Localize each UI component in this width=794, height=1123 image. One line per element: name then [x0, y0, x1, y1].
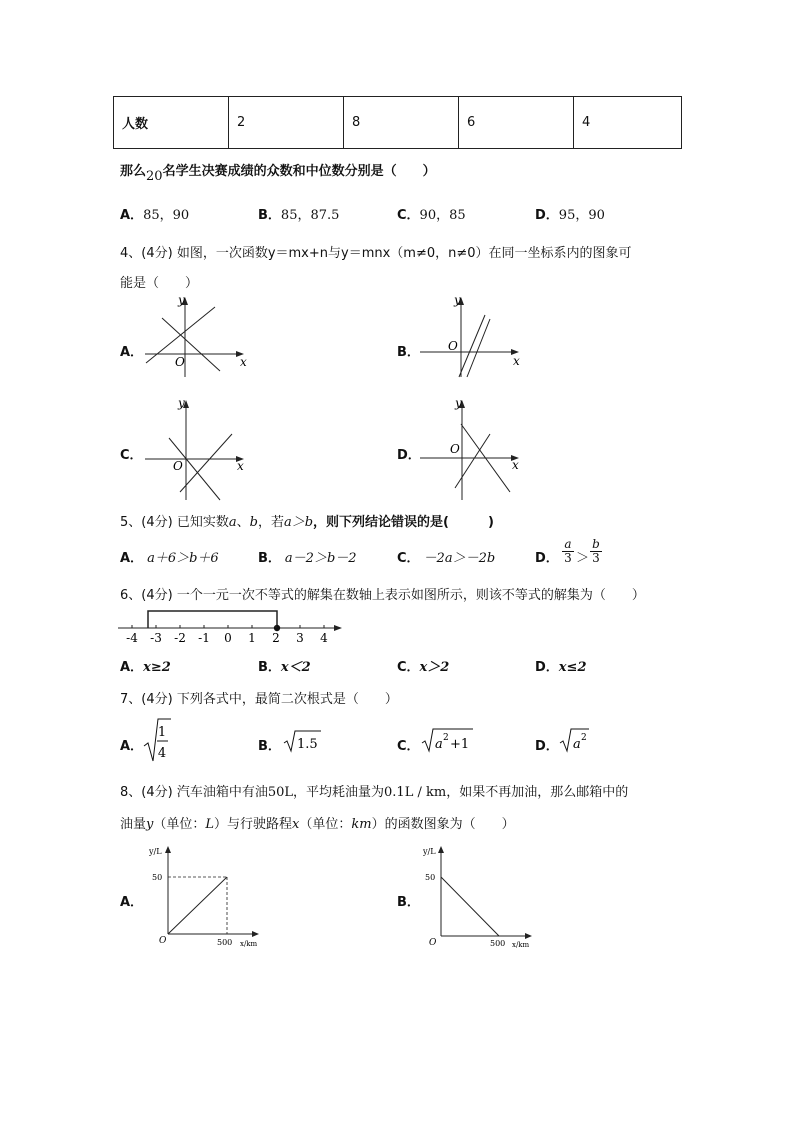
x-label: x — [240, 355, 247, 369]
q5-option-d[interactable] — [535, 547, 559, 566]
solution-bracket — [148, 611, 277, 628]
x-label: x — [512, 458, 519, 472]
q8-option-b[interactable]: B． — [397, 895, 420, 910]
q5-var-b: b — [249, 515, 258, 530]
table-header-cell: 人数 — [114, 97, 229, 149]
x-axis-label: x/km — [240, 940, 258, 948]
y-axis-label: y/L — [423, 847, 436, 856]
line-2 — [467, 319, 490, 377]
q5-stem2: ，若 — [257, 515, 284, 530]
q5-var-a: a — [228, 515, 237, 530]
option-letter: A． — [120, 551, 144, 566]
q5-sep: 、 — [236, 515, 250, 530]
q8-stem-line1 — [120, 781, 628, 800]
number-line-label: 4 — [320, 631, 328, 645]
option-letter: B． — [258, 551, 281, 566]
q6-stem: 6、(4分) 一个一元一次不等式的解集在数轴上表示如图所示，则该不等式的解集为（ ） — [120, 588, 645, 603]
option-text: 85，87.5 — [280, 208, 340, 223]
score-table — [113, 96, 682, 149]
origin-label: O — [450, 442, 460, 456]
radicand-base: a — [435, 737, 443, 752]
q5-option-b[interactable] — [258, 547, 357, 566]
q8-var: L — [205, 817, 215, 832]
radicand-exponent: 2 — [581, 733, 587, 743]
y-label: y — [178, 396, 185, 410]
q4-graph-c — [140, 396, 250, 501]
q8-text: ）的函数图象为（ ） — [371, 817, 515, 832]
q4-graph-d — [415, 396, 525, 501]
q6-number-line — [115, 605, 345, 647]
q5-option-c[interactable] — [397, 547, 495, 566]
y-axis-arrow-icon — [438, 846, 444, 853]
q7-option-b[interactable]: B． — [258, 739, 281, 754]
option-text: －2a＞－2b — [423, 551, 496, 566]
q3-stem-num: 20 — [146, 169, 163, 184]
table-cell: 8 — [344, 97, 459, 149]
y-label: y — [178, 293, 185, 307]
origin-label: O — [159, 936, 167, 946]
q7-stem: 7、(4分) 下列各式中，最简二次根式是（ ） — [120, 692, 398, 707]
q8-text: ）与行驶路程 — [214, 817, 293, 832]
option-text: x≤2 — [558, 660, 587, 675]
number-line-label: -4 — [126, 631, 138, 645]
q3-stem — [120, 160, 436, 184]
option-letter: D． — [535, 208, 559, 223]
table-cell: 4 — [574, 97, 682, 149]
q4-graph-b — [415, 293, 525, 378]
q7-radical-a — [142, 716, 172, 764]
q8-var: x — [292, 817, 300, 832]
number-line-label: -1 — [198, 631, 210, 645]
frac-numerator: 1 — [157, 725, 167, 740]
option-text: 85，90 — [143, 208, 190, 223]
q4-graph-a — [140, 293, 250, 378]
frac-denominator: 3 — [564, 551, 572, 565]
radicand-base: a — [573, 737, 581, 752]
q8-text: （单位： — [299, 817, 352, 832]
q6-option-a[interactable] — [120, 656, 171, 675]
table-row — [114, 97, 682, 149]
table-cell: 6 — [459, 97, 574, 149]
q8-option-a[interactable]: A． — [120, 895, 144, 910]
q6-option-b[interactable] — [258, 656, 311, 675]
q8-text: （单位： — [153, 817, 206, 832]
y-axis-label: y/L — [149, 847, 162, 856]
q5-frac2 — [590, 538, 602, 565]
radicand-exponent: 2 — [443, 733, 449, 743]
number-line-label: 3 — [296, 631, 304, 645]
option-text: a－2＞b－2 — [284, 551, 357, 566]
q8-value: 0.1L / km — [384, 785, 447, 800]
q8-value: 50L — [267, 785, 294, 800]
q7-radical-d — [559, 726, 591, 754]
table-cell: 2 — [229, 97, 344, 149]
q7-radical-c — [421, 726, 475, 754]
option-text: x≥2 — [143, 660, 171, 675]
number-line-label: 2 — [272, 631, 280, 645]
y-label: y — [454, 293, 461, 307]
q8-text: 油量 — [120, 817, 147, 832]
q8-var: y — [146, 817, 154, 832]
option-letter: B． — [258, 660, 281, 675]
frac-numerator: b — [590, 538, 602, 552]
function-line — [441, 877, 499, 936]
q6-option-c[interactable] — [397, 656, 449, 675]
option-letter: C． — [397, 660, 420, 675]
q3-option-b[interactable] — [258, 204, 339, 223]
q5-stem3: ，则下列结论错误的是( ) — [313, 515, 494, 530]
number-line-label: -2 — [174, 631, 186, 645]
q5-gt: ＞ — [576, 551, 590, 566]
q3-stem-pre: 那么 — [120, 164, 147, 179]
q7-option-d[interactable]: D． — [535, 739, 559, 754]
q3-option-c[interactable] — [397, 204, 466, 223]
line-2 — [455, 434, 490, 488]
function-line — [168, 877, 227, 934]
q7-option-a[interactable]: A． — [120, 739, 144, 754]
option-text: x＜2 — [280, 660, 311, 675]
q4-option-c[interactable]: C． — [120, 448, 143, 463]
q5-frac1 — [562, 538, 574, 565]
q3-option-a[interactable] — [120, 204, 189, 223]
q6-option-d[interactable] — [535, 656, 587, 675]
origin-label: O — [173, 459, 183, 473]
q4-option-d[interactable]: D． — [397, 448, 421, 463]
x-value-label: 500 — [217, 938, 233, 947]
q4-option-b[interactable]: B． — [397, 345, 420, 360]
origin-label: O — [429, 938, 437, 948]
x-value-label: 500 — [490, 939, 506, 948]
q8-graph-b — [420, 842, 550, 950]
q4-option-a[interactable]: A． — [120, 345, 144, 360]
origin-label: O — [175, 355, 185, 369]
number-line-arrow-icon — [334, 625, 342, 631]
x-label: x — [513, 354, 520, 368]
option-text: x＞2 — [419, 660, 450, 675]
x-axis-arrow-icon — [252, 931, 259, 937]
number-line-label: 1 — [248, 631, 256, 645]
line-1 — [459, 315, 485, 377]
option-letter: C． — [397, 551, 420, 566]
radicand-rest: +1 — [450, 737, 470, 752]
q8-text: ，平均耗油量为 — [293, 785, 385, 800]
q5-stem-text: 5、(4分) 已知实数 — [120, 515, 229, 530]
q5-condition: a＞b — [283, 515, 314, 530]
y-value-label: 50 — [152, 873, 163, 882]
q8-graph-a — [145, 842, 275, 950]
q4-stem-line2: 能是（ ） — [120, 276, 199, 291]
frac-denominator: 4 — [157, 746, 167, 761]
option-letter: B． — [258, 208, 281, 223]
option-letter: D． — [535, 660, 559, 675]
number-line-label: -3 — [150, 631, 162, 645]
option-letter: C． — [397, 208, 420, 223]
q5-option-a[interactable] — [120, 547, 219, 566]
q3-stem-post: 名学生决赛成绩的众数和中位数分别是（ ） — [162, 164, 436, 179]
x-axis-label: x/km — [512, 941, 530, 949]
option-letter: A． — [120, 208, 144, 223]
q3-option-d[interactable] — [535, 204, 605, 223]
option-letter: D． — [535, 551, 559, 566]
q7-radical-b — [283, 728, 323, 754]
q5-stem — [120, 511, 494, 530]
origin-label: O — [448, 339, 458, 353]
q7-option-c[interactable]: C． — [397, 739, 420, 754]
number-line-label: 0 — [224, 631, 232, 645]
option-text: a＋6＞b＋6 — [147, 551, 219, 566]
radicand: 1.5 — [297, 737, 318, 752]
x-axis-arrow-icon — [525, 933, 532, 939]
q8-stem-line2 — [120, 813, 515, 832]
option-text: 90，85 — [419, 208, 466, 223]
y-axis-arrow-icon — [165, 846, 171, 853]
frac-numerator: a — [562, 538, 574, 552]
q4-stem-line1: 4、(4分) 如图，一次函数y＝mx+n与y＝mnx（m≠0，n≠0）在同一坐标系内的图象可 — [120, 246, 632, 261]
frac-denominator: 3 — [592, 551, 600, 565]
q8-var: km — [351, 817, 372, 832]
y-value-label: 50 — [425, 873, 436, 882]
y-label: y — [455, 396, 462, 410]
x-label: x — [237, 459, 244, 473]
option-text: 95，90 — [558, 208, 605, 223]
option-letter: A． — [120, 660, 144, 675]
q8-text: 8、(4分) 汽车油箱中有油 — [120, 785, 268, 800]
q8-text: ，如果不再加油，那么邮箱中的 — [446, 785, 629, 800]
